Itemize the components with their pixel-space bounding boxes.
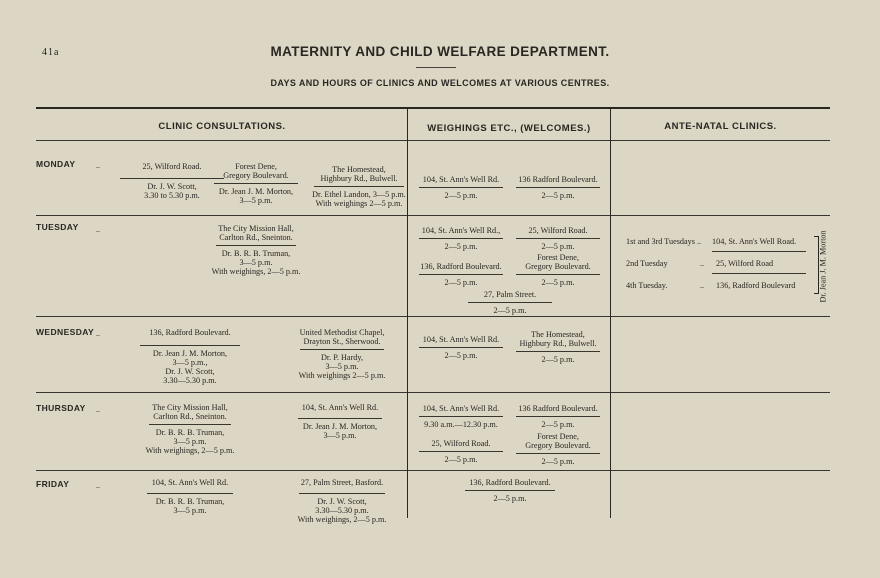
clinic-doctor: Dr. J. W. Scott,: [165, 367, 215, 376]
weighing-thursday-forest-dene: [508, 432, 608, 466]
clinic-place: Highbury Rd., Bulwell.: [320, 174, 398, 183]
cell-divider: [147, 493, 233, 494]
weighing-place: 136 Radford Boulevard.: [518, 175, 598, 184]
clinic-time: 3—5 p.m.: [173, 437, 207, 446]
weighing-friday-radford: [440, 478, 580, 503]
weighing-time: 2—5 p.m.: [444, 455, 478, 464]
weighing-place: The Homestead,: [531, 330, 585, 339]
weighing-time: 2—5 p.m.: [493, 494, 527, 503]
weighing-tuesday-wilford: [508, 226, 608, 251]
clinic-friday-palm-street: [280, 478, 404, 524]
clinic-time: 3—5 p.m.: [239, 196, 273, 205]
column-header-antenatal: ANTE-NATAL CLINICS.: [664, 121, 777, 132]
cell-divider: [516, 416, 600, 417]
weighing-place: Forest Dene,: [537, 253, 579, 262]
cell-divider: [298, 418, 382, 419]
weighing-tuesday-palm-street: [460, 290, 560, 315]
clinic-place: Gregory Boulevard.: [223, 171, 289, 180]
weighing-time: 2—5 p.m.: [541, 420, 575, 429]
weighing-place: 25, Wilford Road.: [431, 439, 491, 448]
cell-divider: [299, 493, 385, 494]
cell-divider: [214, 183, 298, 184]
clinic-weighings: With weighings 2—5 p.m.: [298, 371, 386, 380]
clinic-place: 104, St. Ann's Well Rd.: [301, 403, 379, 412]
weighing-time: 2—5 p.m.: [541, 278, 575, 287]
cell-divider: [516, 187, 600, 188]
clinic-friday-st-anns: [130, 478, 250, 515]
page-subtitle: DAYS AND HOURS OF CLINICS AND WELCOMES AT VARIOUS CENTRES.: [270, 78, 610, 88]
row-rule-tuesday: [36, 316, 830, 317]
antenatal-dots: ..: [700, 259, 705, 268]
page-title: MATERNITY AND CHILD WELFARE DEPARTMENT.: [270, 44, 610, 59]
antenatal-doctor: Dr. Jean J. M. Morton: [818, 230, 828, 303]
clinic-place: 136, Radford Boulevard.: [149, 328, 231, 337]
clinic-doctor: Dr. J. W. Scott,: [317, 497, 367, 506]
cell-divider: [516, 453, 600, 454]
day-label-friday: FRIDAY: [36, 479, 70, 489]
cell-divider: [419, 187, 503, 188]
antenatal-when: 1st and 3rd Tuesdays ..: [626, 237, 702, 246]
clinic-place: Drayton St., Sherwood.: [303, 337, 381, 346]
cell-divider: [516, 274, 600, 275]
antenatal-divider: [712, 251, 806, 252]
cell-divider: [465, 490, 555, 491]
cell-divider: [419, 451, 503, 452]
column-header-clinic: CLINIC CONSULTATIONS.: [158, 121, 286, 132]
header-bottom-rule: [36, 140, 830, 141]
weighing-tuesday-radford: [412, 262, 510, 287]
cell-divider: [516, 238, 600, 239]
weighing-time: 2—5 p.m.: [493, 306, 527, 315]
weighing-tuesday-st-anns: [412, 226, 510, 251]
clinic-wednesday-methodist-chapel: [282, 328, 402, 380]
day-leader-dots: ..: [96, 405, 100, 414]
day-leader-dots: ..: [96, 329, 100, 338]
weighing-monday-radford: [508, 175, 608, 200]
antenatal-place: 136, Radford Boulevard: [716, 281, 796, 290]
day-label-tuesday: TUESDAY: [36, 222, 79, 232]
weighing-time: 2—5 p.m.: [444, 242, 478, 251]
clinic-place: Forest Dene,: [235, 162, 277, 171]
weighing-time: 2—5 p.m.: [541, 191, 575, 200]
column-divider-2: [610, 108, 611, 518]
cell-divider: [419, 416, 503, 417]
cell-divider: [419, 347, 503, 348]
clinic-doctor: Dr. B. R. B. Truman,: [155, 428, 225, 437]
weighing-place: 104, St. Ann's Well Rd.,: [421, 226, 501, 235]
page-number: 41a: [42, 47, 60, 58]
cell-divider: [314, 186, 404, 187]
weighing-place: 25, Wilford Road.: [528, 226, 588, 235]
weighing-place: 136 Radford Boulevard.: [518, 404, 598, 413]
weighing-place: 27, Palm Street.: [483, 290, 537, 299]
weighing-thursday-st-anns: [412, 404, 510, 429]
clinic-place: The City Mission Hall,: [152, 403, 228, 412]
clinic-place: Carlton Rd., Sneinton.: [219, 233, 293, 242]
title-divider: [416, 67, 456, 68]
clinic-place: United Methodist Chapel,: [299, 328, 385, 337]
clinic-doctor: Dr. Ethel Landon, 3—5 p.m.: [312, 190, 406, 199]
weighing-place: 136, Radford Boulevard.: [469, 478, 551, 487]
weighing-place: 104, St. Ann's Well Rd.: [422, 175, 500, 184]
day-leader-dots: ..: [96, 225, 100, 234]
clinic-doctor: Dr. B. R. B. Truman,: [221, 249, 291, 258]
clinic-place: 27, Palm Street, Basford.: [300, 478, 384, 487]
antenatal-place: 25, Wilford Road: [716, 259, 774, 268]
clinic-place: 104, St. Ann's Well Rd.: [151, 478, 229, 487]
clinic-doctor: Dr. Jean J. M. Morton,: [218, 187, 294, 196]
clinic-place: 25, Wilford Road.: [142, 162, 202, 171]
clinic-doctor: Dr. Jean J. M. Morton,: [152, 349, 228, 358]
clinic-place: Carlton Rd., Sneinton.: [153, 412, 227, 421]
antenatal-place: 104, St. Ann's Well Road.: [712, 237, 797, 246]
antenatal-dots: ..: [700, 281, 705, 290]
clinic-time: 3—5 p.m.: [239, 258, 273, 267]
weighing-tuesday-forest-dene: [508, 253, 608, 287]
antenatal-divider: [712, 273, 806, 274]
clinic-weighings: With weighings, 2—5 p.m.: [211, 267, 301, 276]
weighing-place: 104, St. Ann's Well Rd.: [422, 404, 500, 413]
day-leader-dots: ..: [96, 161, 100, 170]
row-rule-thursday: [36, 470, 830, 471]
clinic-doctor: Dr. Jean J. M. Morton,: [302, 422, 378, 431]
clinic-doctor: Dr. B. R. B. Truman,: [155, 497, 225, 506]
weighing-place: Gregory Boulevard.: [525, 441, 591, 450]
clinic-time: 3—5 p.m.,: [172, 358, 208, 367]
weighing-place: Forest Dene,: [537, 432, 579, 441]
clinic-place: The City Mission Hall,: [218, 224, 294, 233]
cell-divider: [419, 274, 503, 275]
clinic-time: 3.30—5.30 p.m.: [315, 506, 369, 515]
weighing-monday-st-anns: [412, 175, 510, 200]
clinic-weighings: With weighings 2—5 p.m.: [315, 199, 403, 208]
cell-divider: [468, 302, 552, 303]
weighing-place: 104, St. Ann's Well Rd.: [422, 335, 500, 344]
weighing-time: 2—5 p.m.: [444, 351, 478, 360]
weighing-place: Gregory Boulevard.: [525, 262, 591, 271]
column-header-weighings: WEIGHINGS ETC., (WELCOMES.): [427, 123, 591, 134]
weighing-time: 9.30 a.m.—12.30 p.m.: [424, 420, 498, 429]
antenatal-when: 2nd Tuesday: [626, 259, 668, 268]
clinic-weighings: With weighings, 2—5 p.m.: [145, 446, 235, 455]
clinic-monday-homestead: [296, 165, 422, 208]
cell-divider: [149, 424, 231, 425]
clinic-thursday-st-anns: [284, 403, 396, 440]
clinic-thursday-mission-hall: [124, 403, 256, 455]
table-top-rule: [36, 107, 830, 109]
weighing-wednesday-homestead: [508, 330, 608, 364]
row-rule-wednesday: [36, 392, 830, 393]
cell-divider: [516, 351, 600, 352]
weighing-time: 2—5 p.m.: [444, 278, 478, 287]
row-rule-monday: [36, 215, 830, 216]
clinic-weighings: With weighings, 2—5 p.m.: [297, 515, 387, 524]
clinic-doctor: Dr. J. W. Scott,: [147, 182, 197, 191]
weighing-time: 2—5 p.m.: [541, 457, 575, 466]
weighing-place: Highbury Rd., Bulwell.: [519, 339, 597, 348]
clinic-place: The Homestead,: [332, 165, 386, 174]
clinic-tuesday-mission-hall: [196, 224, 316, 276]
clinic-doctor: Dr. P. Hardy,: [321, 353, 363, 362]
cell-divider: [300, 349, 384, 350]
day-label-monday: MONDAY: [36, 159, 76, 169]
clinic-wednesday-radford: [128, 328, 252, 385]
weighing-thursday-wilford: [412, 439, 510, 464]
weighing-time: 2—5 p.m.: [541, 355, 575, 364]
day-leader-dots: ..: [96, 481, 100, 490]
cell-divider: [140, 345, 240, 346]
clinic-time: 3.30 to 5.30 p.m.: [144, 191, 200, 200]
weighing-time: 2—5 p.m.: [444, 191, 478, 200]
antenatal-when: 4th Tuesday.: [626, 281, 668, 290]
weighing-place: 136, Radford Boulevard.: [420, 262, 502, 271]
day-label-wednesday: WEDNESDAY: [36, 327, 95, 337]
cell-divider: [216, 245, 296, 246]
weighing-time: 2—5 p.m.: [541, 242, 575, 251]
clinic-time: 3—5 p.m.: [323, 431, 357, 440]
clinic-time: 3.30—5.30 p.m.: [163, 376, 217, 385]
clinic-time: 3—5 p.m.: [325, 362, 359, 371]
clinic-time: 3—5 p.m.: [173, 506, 207, 515]
day-label-thursday: THURSDAY: [36, 403, 86, 413]
weighing-wednesday-st-anns: [412, 335, 510, 360]
cell-divider: [419, 238, 503, 239]
weighing-thursday-radford: [508, 404, 608, 429]
